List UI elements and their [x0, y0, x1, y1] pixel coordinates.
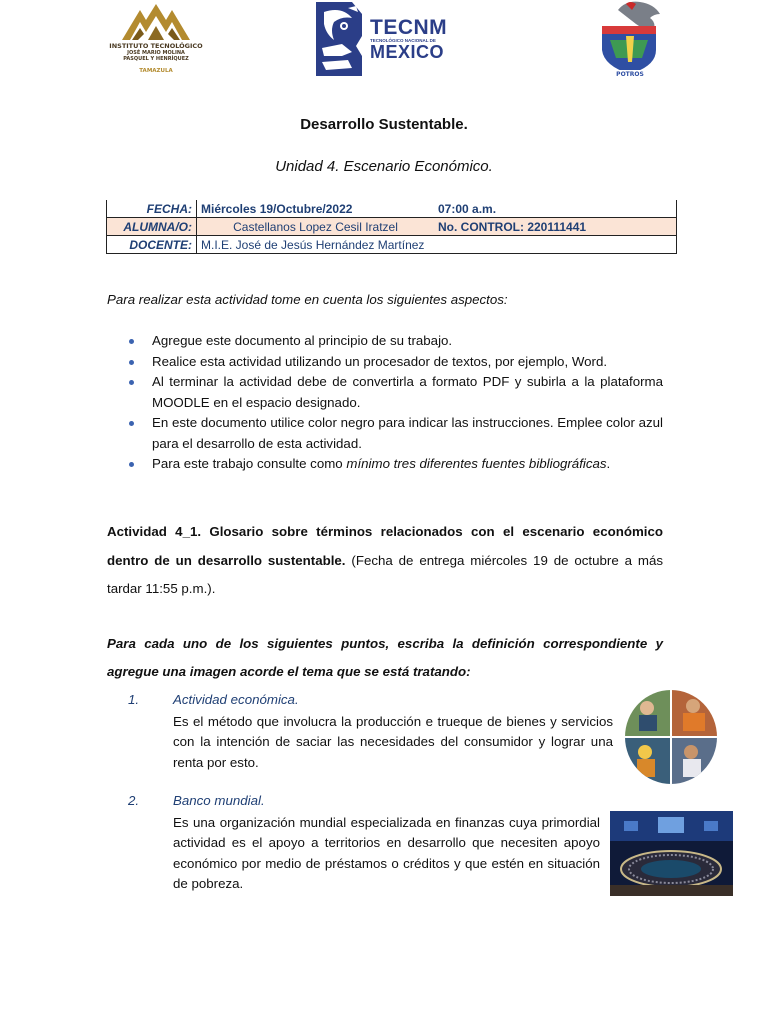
docente-value: M.I.E. José de Jesús Hernández Martínez: [197, 236, 677, 254]
tecnm-brand: TECNM: [370, 16, 448, 39]
table-row-alumna: [107, 218, 677, 236]
alumna-value: Castellanos Lopez Cesil Iratzel: [197, 218, 435, 236]
institute-mountain-logo-icon: [118, 2, 194, 42]
list-item: [127, 352, 663, 373]
item-number: 2.: [128, 793, 140, 808]
student-info-table: [106, 200, 677, 254]
institute-name-line3: PASQUEL Y HENRÍQUEZ: [123, 56, 189, 62]
institute-logo: [108, 2, 204, 76]
tecnm-subtitle: TECNOLÓGICO NACIONAL DE: [370, 38, 436, 43]
world-bank-assembly-image: [610, 811, 733, 896]
control-value: No. CONTROL: 220111441: [434, 218, 677, 236]
world-bank-assembly-icon: [610, 811, 733, 896]
bullet-icon: [129, 360, 134, 365]
bullet-text: Realice esta actividad utilizando un procesador de textos, por ejemplo, Word.: [152, 353, 608, 369]
list-item: [127, 454, 663, 475]
alumna-label: ALUMNA/O:: [107, 218, 197, 236]
bullet-text: Agregue este documento al principio de su trabajo.: [152, 333, 453, 348]
activity-deadline: (Fecha de entrega miércoles 19 de octubre a más tardar 11:55 p.m.).: [107, 552, 664, 596]
activity-title: Actividad 4_1. Glosario sobre términos relacionados con el escenario económico dentro de un desarrollo sustentable.: [107, 524, 663, 568]
document-subtitle: Unidad 4. Escenario Económico.: [275, 158, 493, 175]
fecha-value: Miércoles 19/Octubre/2022: [201, 201, 353, 216]
bullet-text: Para este trabajo consulte como: [152, 456, 347, 471]
institute-city: TAMAZULA: [139, 68, 173, 74]
item-number: 1.: [128, 692, 140, 707]
list-item: [127, 413, 663, 454]
tecnm-eagle-head-logo-icon: [312, 0, 366, 78]
economic-activity-collage-image: [625, 690, 717, 784]
electronics-engineering-shield-logo-icon: [596, 0, 664, 78]
electronics-logo: [596, 0, 664, 78]
svg-text:POTROS: POTROS: [616, 71, 644, 78]
institute-name-line2: JOSÉ MARIO MOLINA: [127, 50, 185, 56]
table-row-fecha: [107, 200, 677, 218]
bullet-icon: [129, 339, 134, 344]
item-term: Actividad económica.: [173, 692, 299, 707]
activity-heading: [107, 518, 663, 604]
bullet-icon: [129, 380, 134, 385]
hora-value: 07:00 a.m.: [434, 200, 677, 218]
document-title: Desarrollo Sustentable.: [300, 116, 468, 133]
activity-instruction: Para cada uno de los siguientes puntos, escriba la definición correspondiente y agregue una imagen acorde el tema que se está tratando:: [107, 636, 663, 679]
bullet-icon: [129, 421, 134, 426]
bullet-text-end: .: [606, 456, 611, 471]
list-item: [127, 331, 663, 352]
list-item: [127, 372, 663, 413]
instructions-list: [127, 331, 663, 475]
institute-name: INSTITUTO TECNOLÓGICO: [109, 42, 203, 50]
bullet-icon: [129, 462, 134, 467]
bullet-text: Al terminar la actividad debe de convertirla a formato PDF y subirla a la plataforma MOODLE en el espacio designado.: [152, 374, 663, 410]
item-definition: Es el método que involucra la producción e trueque de bienes y servicios con la intención de saciar las necesidades del consumidor y lograr una renta por esto.: [173, 714, 613, 770]
bullet-emphasis: mínimo tres diferentes fuentes bibliográficas: [346, 456, 607, 471]
instructions-intro: Para realizar esta actividad tome en cuenta los siguientes aspectos:: [107, 292, 508, 307]
fecha-label: FECHA:: [107, 200, 197, 218]
tecnm-country: MEXICO: [370, 42, 445, 62]
docente-label: DOCENTE:: [107, 236, 197, 254]
bullet-text: En este documento utilice color negro para indicar las instrucciones. Emplee color azul para el desarrollo de esta actividad.: [152, 415, 663, 451]
item-term: Banco mundial.: [173, 793, 265, 808]
tecnm-logo: [312, 0, 462, 78]
table-row-docente: [107, 236, 677, 254]
item-definition: Es una organización mundial especializada en finanzas cuya primordial actividad es el apoyo a territorios en desarrollo que necesiten apoyo económico por medio de préstamos o créditos y que estén en situación de pobreza.: [173, 815, 600, 892]
economic-activity-collage-icon: [625, 690, 717, 784]
